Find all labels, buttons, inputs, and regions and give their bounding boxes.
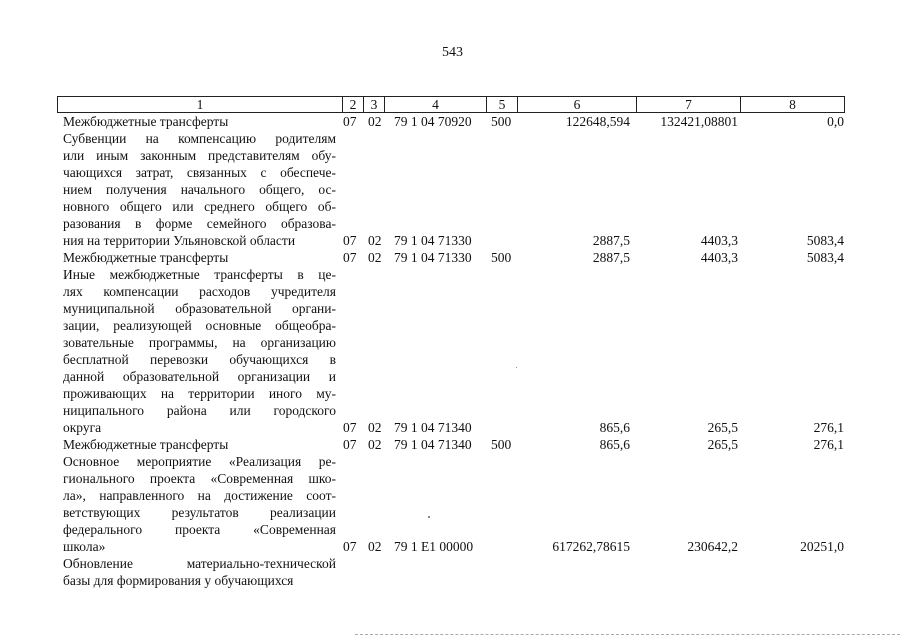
cell-col-5: 500 bbox=[491, 250, 512, 265]
description-line: или иным законным представителям обу- bbox=[63, 148, 336, 163]
cell-col-2: 07 bbox=[343, 420, 357, 435]
description-line: ния на территории Ульяновской области bbox=[63, 233, 296, 248]
description-line: округа bbox=[63, 420, 102, 435]
description-line: Основное мероприятие «Реализация ре- bbox=[63, 454, 336, 469]
description-line: базы для формирования у обучающихся bbox=[63, 573, 294, 588]
description-line: муниципальной образовательной органи- bbox=[63, 301, 336, 316]
cell-col-6: 865,6 bbox=[599, 437, 630, 452]
cell-col-3: 02 bbox=[368, 437, 382, 452]
description-line: ла», направленного на достижение соот- bbox=[63, 488, 336, 503]
header-col-6: 6 bbox=[517, 97, 636, 112]
cell-col-3: 02 bbox=[368, 420, 382, 435]
description-line: разования в форме семейного образова- bbox=[63, 216, 336, 231]
cell-col-5: 500 bbox=[491, 437, 512, 452]
cell-col-8: 5083,4 bbox=[806, 250, 844, 265]
header-col-4: 4 bbox=[384, 97, 486, 112]
cell-col-4: 79 1 04 71340 bbox=[394, 437, 472, 452]
header-col-5: 5 bbox=[486, 97, 517, 112]
cell-col-4: 79 1 04 71340 bbox=[394, 420, 472, 435]
description-line: ниципального района или городского bbox=[63, 403, 336, 418]
cell-col-8: 20251,0 bbox=[800, 539, 844, 554]
scan-speck bbox=[516, 367, 517, 368]
table-row bbox=[0, 266, 905, 436]
description-line: Межбюджетные трансферты bbox=[63, 114, 229, 129]
cell-col-7: 230642,2 bbox=[687, 539, 738, 554]
description-line: Обновление материально-технической bbox=[63, 556, 336, 571]
description-line: гионального проекта «Современная шко- bbox=[63, 471, 336, 486]
description-line: бесплатной перевозки обучающихся в bbox=[63, 352, 336, 367]
row-description bbox=[63, 249, 336, 266]
description-line: нием получения начального общего, ос- bbox=[63, 182, 336, 197]
header-col-8: 8 bbox=[740, 97, 844, 112]
description-line: федерального проекта «Современная bbox=[63, 522, 336, 537]
cell-col-7: 265,5 bbox=[707, 420, 738, 435]
page-bottom-rule bbox=[355, 634, 900, 636]
cell-col-2: 07 bbox=[343, 233, 357, 248]
description-line: зовательные программы, на организацию bbox=[63, 335, 336, 350]
cell-col-3: 02 bbox=[368, 250, 382, 265]
table-row bbox=[0, 130, 905, 249]
cell-col-4: 79 1 04 71330 bbox=[394, 250, 472, 265]
table-body bbox=[0, 113, 905, 589]
cell-col-6: 2887,5 bbox=[592, 233, 630, 248]
cell-col-4: 79 1 E1 00000 bbox=[394, 539, 474, 554]
scan-speck bbox=[428, 516, 430, 518]
cell-col-7: 4403,3 bbox=[700, 250, 738, 265]
table-row bbox=[0, 555, 905, 589]
row-description bbox=[63, 453, 336, 555]
cell-col-7: 265,5 bbox=[707, 437, 738, 452]
cell-col-4: 79 1 04 71330 bbox=[394, 233, 472, 248]
cell-col-3: 02 bbox=[368, 114, 382, 129]
cell-col-6: 865,6 bbox=[599, 420, 630, 435]
description-line: зации, реализующей основные общеобра- bbox=[63, 318, 336, 333]
row-description bbox=[63, 266, 336, 436]
cell-col-6: 617262,78615 bbox=[552, 539, 630, 554]
description-line: Иные межбюджетные трансферты в це- bbox=[63, 267, 336, 282]
description-line: Межбюджетные трансферты bbox=[63, 250, 229, 265]
description-line: данной образовательной организации и bbox=[63, 369, 336, 384]
description-line: школа» bbox=[63, 539, 106, 554]
row-description bbox=[63, 555, 336, 589]
description-line: новного общего или среднего общего об- bbox=[63, 199, 336, 214]
header-col-2: 2 bbox=[342, 97, 363, 112]
cell-col-8: 0,0 bbox=[827, 114, 844, 129]
cell-col-2: 07 bbox=[343, 437, 357, 452]
cell-col-7: 132421,08801 bbox=[660, 114, 738, 129]
page-number: 543 bbox=[442, 45, 463, 60]
description-line: Межбюджетные трансферты bbox=[63, 437, 229, 452]
row-description bbox=[63, 113, 336, 130]
description-line: проживающих на территории иного му- bbox=[63, 386, 336, 401]
description-line: лях компенсации расходов учредителя bbox=[63, 284, 336, 299]
cell-col-4: 79 1 04 70920 bbox=[394, 114, 472, 129]
cell-col-3: 02 bbox=[368, 539, 382, 554]
cell-col-6: 122648,594 bbox=[565, 114, 630, 129]
description-line: ветствующих результатов реализации bbox=[63, 505, 336, 520]
row-description bbox=[63, 130, 336, 249]
description-line: Субвенции на компенсацию родителям bbox=[63, 131, 336, 146]
cell-col-3: 02 bbox=[368, 233, 382, 248]
table-row bbox=[0, 436, 905, 453]
cell-col-8: 5083,4 bbox=[806, 233, 844, 248]
cell-col-2: 07 bbox=[343, 114, 357, 129]
description-line: чающихся затрат, связанных с обеспече- bbox=[63, 165, 336, 180]
table-header-row bbox=[57, 96, 845, 113]
cell-col-6: 2887,5 bbox=[592, 250, 630, 265]
row-description bbox=[63, 436, 336, 453]
cell-col-5: 500 bbox=[491, 114, 512, 129]
table-row bbox=[0, 249, 905, 266]
cell-col-8: 276,1 bbox=[813, 437, 844, 452]
cell-col-2: 07 bbox=[343, 250, 357, 265]
header-col-1: 1 bbox=[196, 97, 204, 112]
header-col-3: 3 bbox=[363, 97, 384, 112]
header-col-7: 7 bbox=[636, 97, 740, 112]
cell-col-8: 276,1 bbox=[813, 420, 844, 435]
table-row bbox=[0, 113, 905, 130]
cell-col-7: 4403,3 bbox=[700, 233, 738, 248]
table-row bbox=[0, 453, 905, 555]
cell-col-2: 07 bbox=[343, 539, 357, 554]
